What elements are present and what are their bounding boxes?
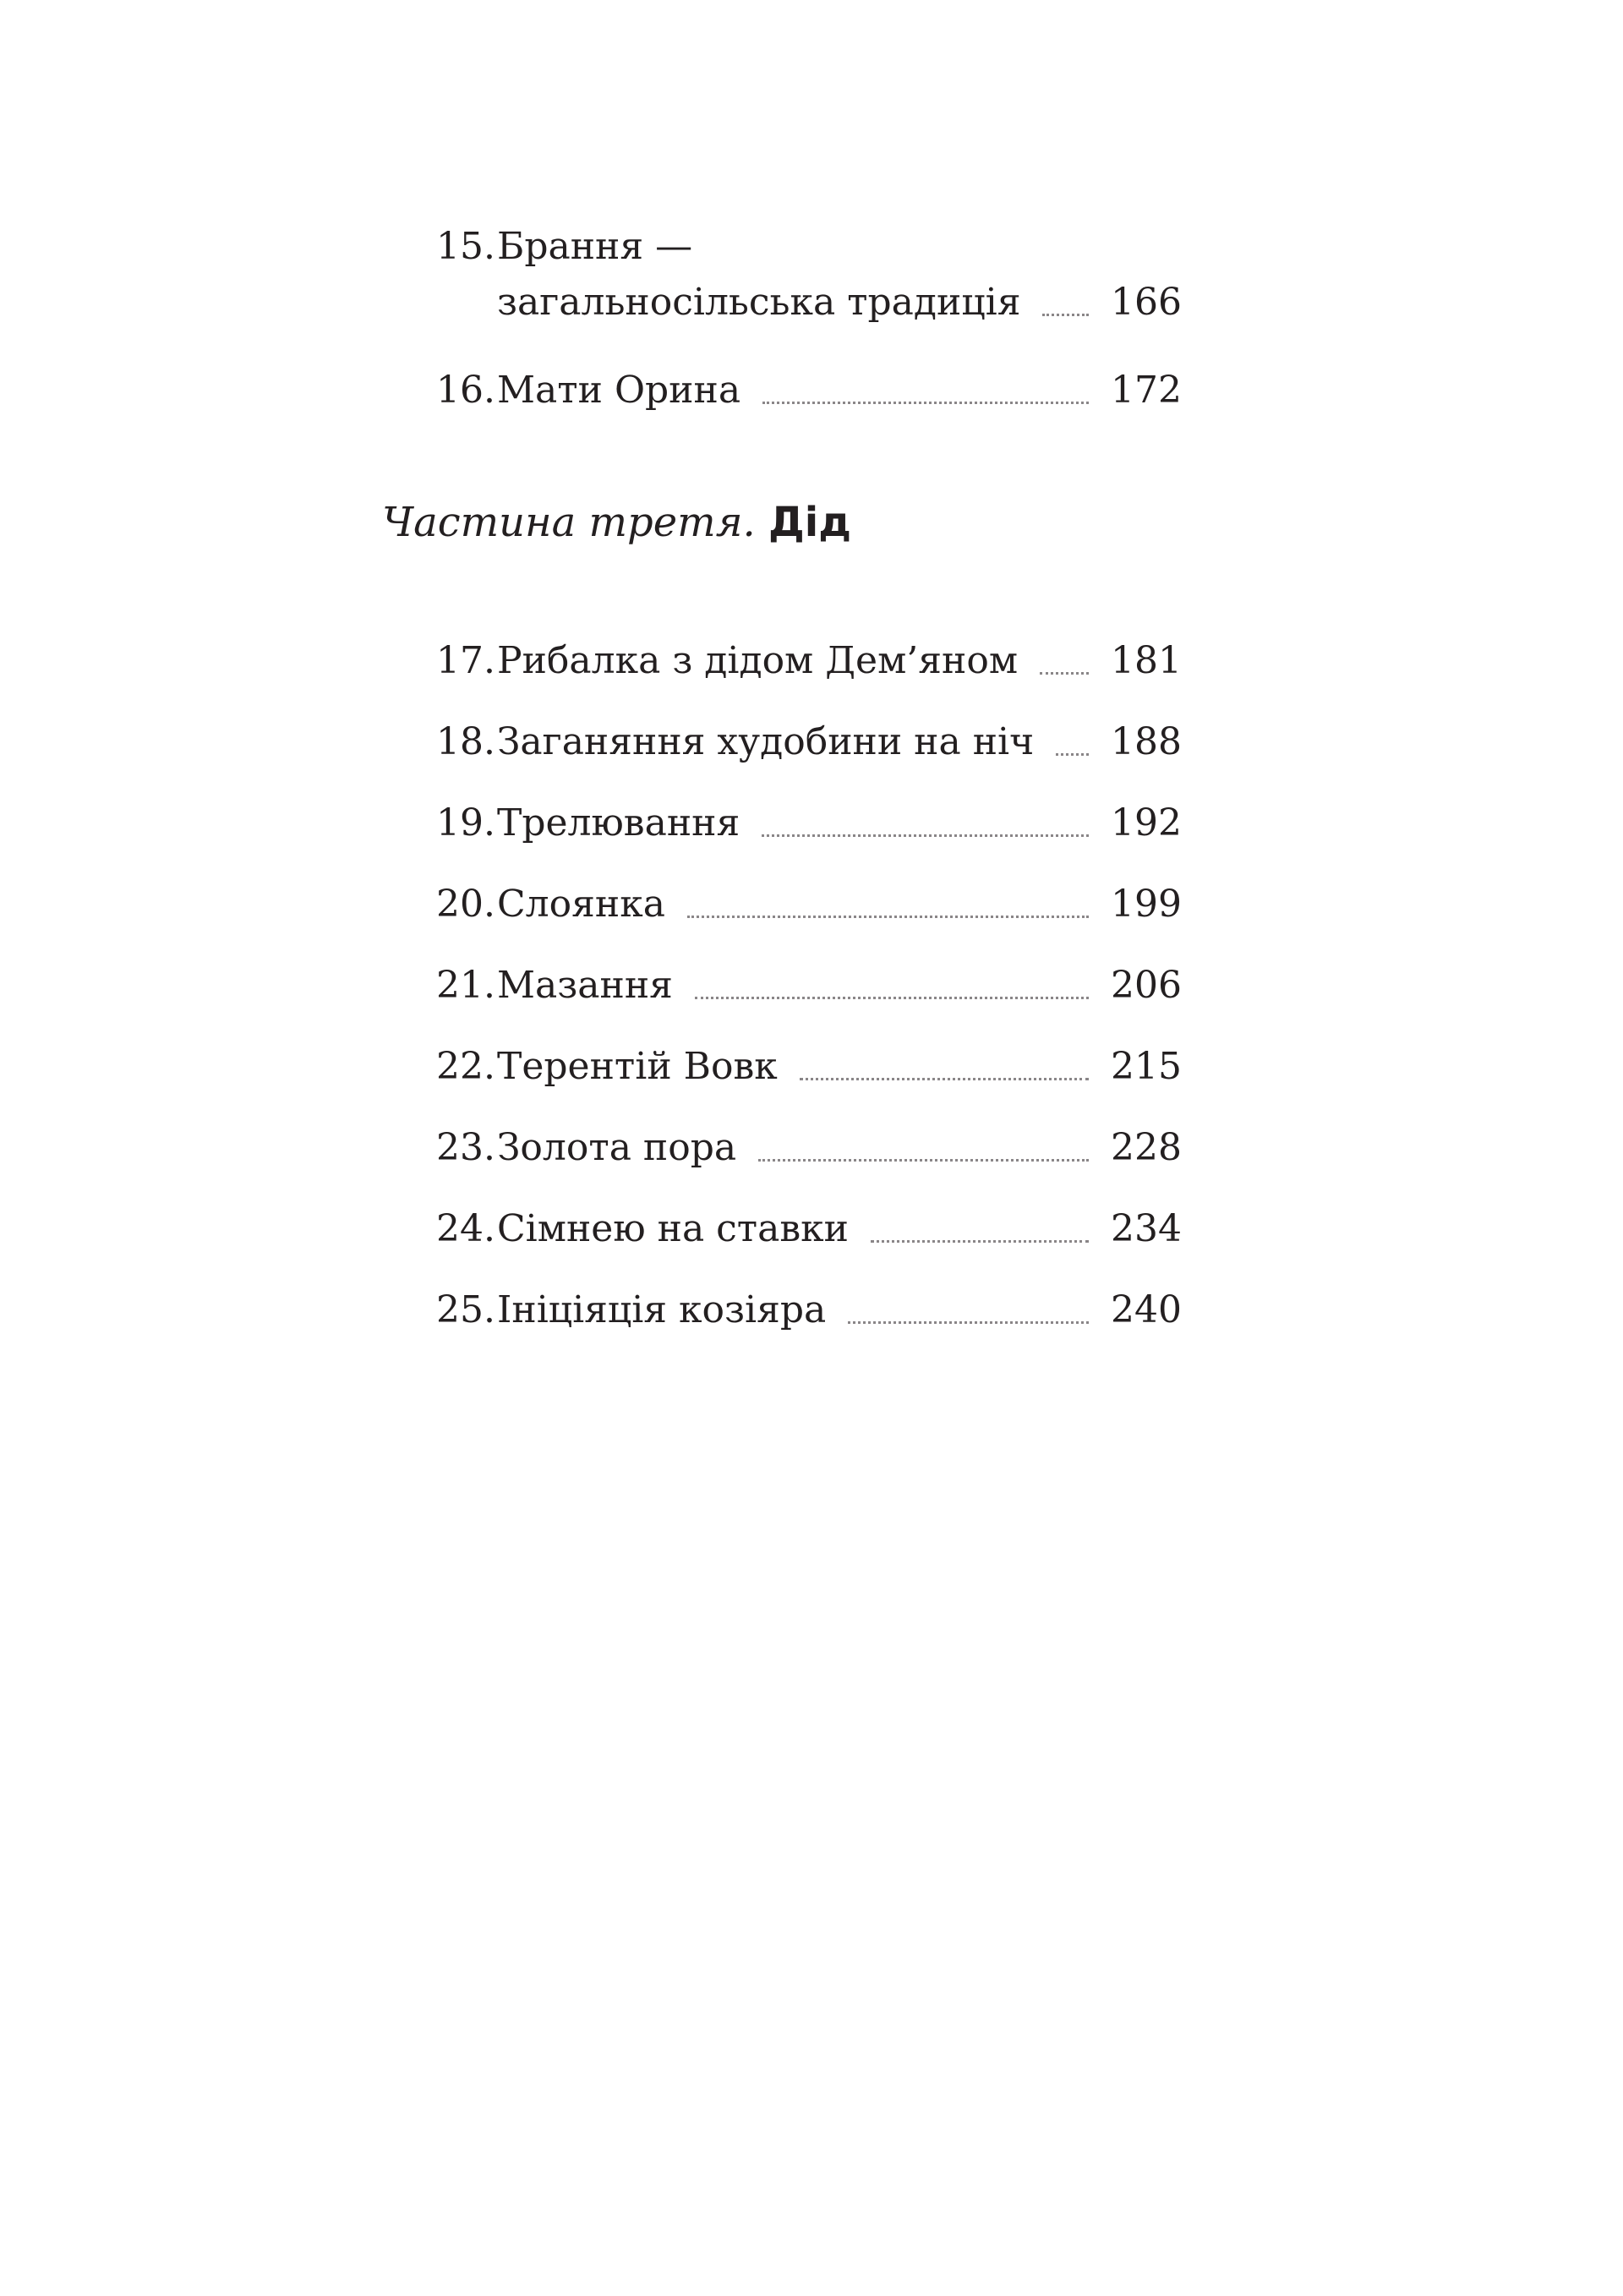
toc-entry-page: 215 xyxy=(1111,1045,1182,1088)
toc-entry[interactable] xyxy=(436,335,1182,416)
toc-entry-page: 199 xyxy=(1111,883,1182,926)
toc-entry-number: 15. xyxy=(436,225,495,268)
toc-list-part-two-tail xyxy=(436,221,1182,416)
toc-entry-page: 192 xyxy=(1111,801,1182,845)
toc-entry-number: 25. xyxy=(436,1288,495,1331)
toc-entry-number: 16. xyxy=(436,369,495,412)
toc-entry-title: Трелювання xyxy=(497,801,740,845)
toc-entry-title: Ініціяція козіяра xyxy=(497,1288,827,1331)
toc-list-part-three xyxy=(436,605,1182,1336)
toc-entry[interactable] xyxy=(436,768,1182,849)
toc-entry-page: 240 xyxy=(1111,1288,1182,1331)
dot-leader xyxy=(762,834,1089,837)
toc-entry-number: 22. xyxy=(436,1045,495,1088)
toc-entry[interactable] xyxy=(436,221,1182,335)
toc-entry-title: Мазання xyxy=(497,964,673,1007)
dot-leader xyxy=(758,1159,1089,1162)
toc-entry[interactable] xyxy=(436,930,1182,1011)
toc-entry-number: 17. xyxy=(436,639,495,682)
toc-entry[interactable] xyxy=(436,1173,1182,1255)
toc-entry-page: 188 xyxy=(1111,720,1182,763)
toc-entry-number: 18. xyxy=(436,720,495,763)
toc-entry-number: 23. xyxy=(436,1126,495,1169)
toc-entry-title: Терентій Вовк xyxy=(497,1045,778,1088)
toc-entry-title: Золота пора xyxy=(497,1126,737,1169)
toc-entry-title-continuation: загальносільська традиція xyxy=(497,281,1021,324)
toc-entry-title: Мати Орина xyxy=(497,369,741,412)
toc-entry[interactable] xyxy=(436,605,1182,686)
toc-entry[interactable] xyxy=(436,1011,1182,1092)
toc-entry-page: 166 xyxy=(1111,281,1182,324)
dot-leader xyxy=(687,916,1089,918)
toc-entry[interactable] xyxy=(436,1255,1182,1336)
dot-leader xyxy=(1056,753,1089,756)
toc-entry-number: 21. xyxy=(436,964,495,1007)
toc-entry-page: 228 xyxy=(1111,1126,1182,1169)
toc-entry-page: 172 xyxy=(1111,369,1182,412)
part-title: Дід xyxy=(768,499,851,546)
toc-entry-title: Сімнею на ставки xyxy=(497,1207,849,1250)
part-heading xyxy=(382,495,851,549)
part-label: Частина третя. xyxy=(382,499,756,546)
toc-entry-page: 181 xyxy=(1111,639,1182,682)
toc-entry-page: 234 xyxy=(1111,1207,1182,1250)
toc-entry-title: Рибалка з дідом Дем’яном xyxy=(497,639,1019,682)
dot-leader xyxy=(1042,314,1089,316)
toc-entry[interactable] xyxy=(436,686,1182,768)
toc-entry-title: Брання — xyxy=(497,225,693,268)
dot-leader xyxy=(848,1321,1089,1324)
dot-leader xyxy=(800,1078,1089,1080)
dot-leader xyxy=(871,1240,1089,1243)
toc-entry[interactable] xyxy=(436,849,1182,930)
toc-entry-number: 24. xyxy=(436,1207,495,1250)
toc-entry-title: Слоянка xyxy=(497,883,665,926)
toc-entry-title: Заганяння худобини на ніч xyxy=(497,720,1035,763)
toc-entry-page: 206 xyxy=(1111,964,1182,1007)
dot-leader xyxy=(695,997,1089,999)
toc-entry-number: 20. xyxy=(436,883,495,926)
dot-leader xyxy=(1040,672,1089,675)
toc-entry[interactable] xyxy=(436,1092,1182,1173)
toc-entry-number: 19. xyxy=(436,801,495,845)
dot-leader xyxy=(762,402,1089,404)
